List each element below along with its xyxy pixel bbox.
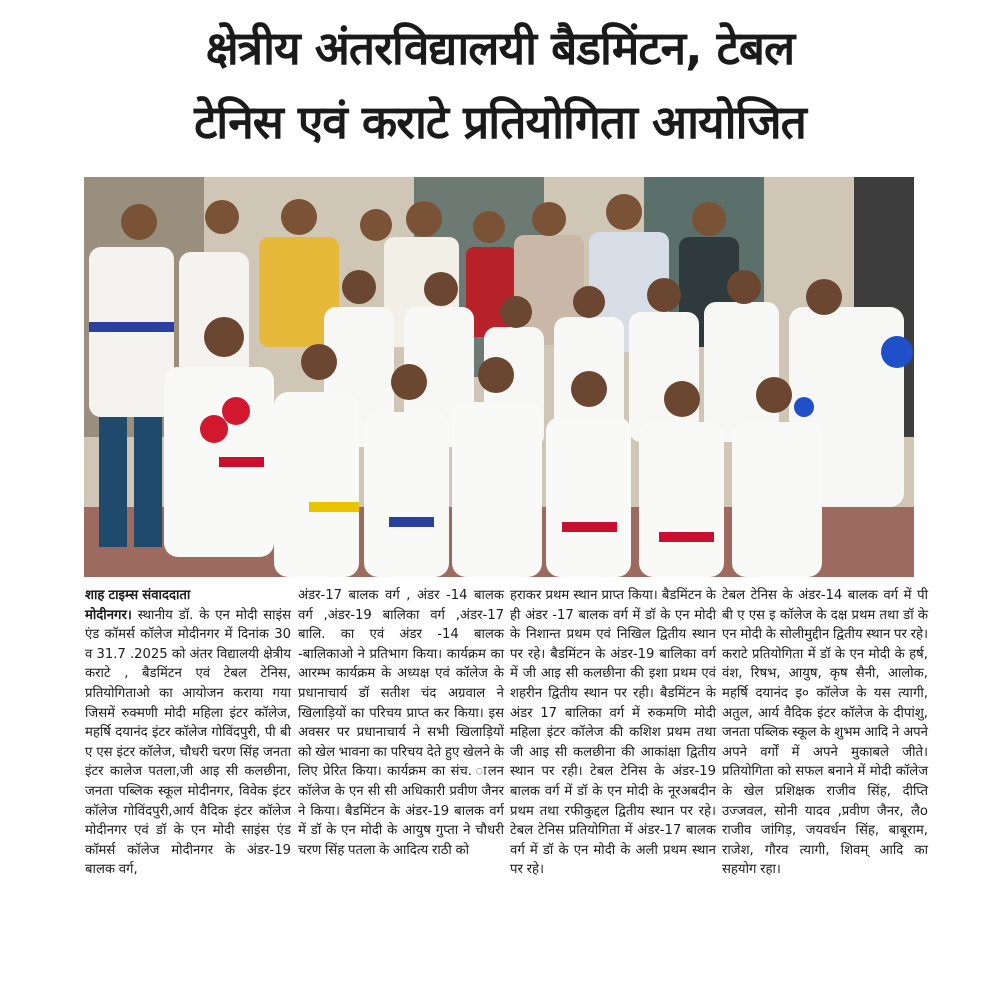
group-photo [84, 177, 914, 577]
headline-line-2: टेनिस एवं कराटे प्रतियोगिता आयोजित [194, 95, 806, 149]
column-1-text: स्थानीय डॉ. के एन मोदी साइंस एंड कॉमर्स कॉलेज मोदीनगर में दिनांक 30 व 31.7 .2025 को अंतर विद्यालयी क्षेत्रीय कराटे , बैडमिंटन एवं टेबल टेनिस, प्रतियोगिताओ का आयोजन कराया गया जिसमें रुक्मणी मोदी महिला इंटर कॉलेज, महर्षि दयानंद इंटर कॉलेज गोविंदपुरी, पी बी ए एस इंटर कॉलेज, चौधरी चरण सिंह जनता इंटर कालेज पतला,जी आइ सी कलछीना, जनता पब्लिक स्कूल मोदीनगर, विवेक इंटर कॉलेज गोविंदपुरी,आर्य वैदिक इंटर कॉलेज मोदीनगर एवं डॉ के एन मोदी साइंस एंड कॉमर्स कॉलेज मोदीनगर के अंडर-19 बालक वर्ग, [85, 607, 291, 878]
article-column-2: अंडर-17 बालक वर्ग , अंडर -14 बालक वर्ग ,अंडर-19 बालिका वर्ग ,अंडर-17 बालि. का एवं अंडर -14 बालक -बालिकाओ ने प्रतिभाग किया। कार्यक्रम का आरम्भ कार्यक्रम के अध्यक्ष एवं कॉलेज के प्रधानाचार्य डॉ सतीश चंद अग्रवाल ने खिलाड़ियों का परिचय प्राप्त कर किया। इस अवसर पर प्रधानाचार्य ने सभी खिलाड़ियों को खेल भावना का परिचय देते हुए खेलने के लिए प्रेरित किया। कार्यक्रम का संच. ालन कॉलेज के एन सी सी अधिकारी प्रवीण जैनर ने किया। बैडमिंटन के अंडर-19 बालक वर्ग में डॉ के एन मोदी के आयुष गुप्ता ने चौधरी चरण सिंह पतला के आदित्य राठी को [298, 588, 504, 858]
article-column-3: हराकर प्रथम स्थान प्राप्त किया। बैडमिंटन के ही अंडर -17 बालक वर्ग में डॉ के एन मोदी के निशान्त प्रथम एवं निखिल द्वितीय स्थान पर रहे। बैडमिंटन के अंडर-19 बालिका वर्ग में जी आइ सी कलछीना की इशा प्रथम एवं शहरीन द्वितीय स्थान पर रही। बैडमिंटन के अंडर 17 बालिका वर्ग में रुकमणि मोदी महिला इंटर कॉलेज की कशिश प्रथम तथा जी आइ सी कलछीना की आकांक्षा द्वितीय स्थान पर रही। टेबल टेनिस के अंडर-19 बालक वर्ग में डॉ के एन मोदी के नूरअबदीन प्रथम तथा रफीकुद्दल द्वितीय स्थान पर रहे।टेबल टेनिस प्रतियोगिता में अंडर-17 बालक वर्ग में डॉ के एन मोदी के अली प्रथम स्थान पर रहे। [510, 588, 716, 878]
dateline: मोदीनगर। [85, 607, 132, 623]
headline-line-1: क्षेत्रीय अंतरविद्यालयी बैडमिंटन, टेबल [205, 21, 795, 75]
article-column-4: टेबल टेनिस के अंडर-14 बालक वर्ग में पी बी ए एस इ कॉलेज के दक्ष प्रथम तथा डॉ के एन मोदी के सोलीमुद्दीन द्वितीय स्थान पर रहे। कराटे प्रतियोगिता में डॉ के एन मोदी के हर्ष, वंश, रिषभ, आयुष, कृष सैनी, आलोक, महर्षि दयानंद इ० कॉलेज के यस त्यागी, अतुल, आर्य वैदिक इंटर कॉलेज के दीपांशु, जनता पब्लिक स्कूल के शुभम आदि ने अपने अपने वर्गों में अपने मुकाबले जीते। प्रतियोगिता को सफल बनाने में मोदी कॉलेज के खेल प्रशिक्षक राजीव सिंह, दीप्ति उज्जवल, सोनी यादव ,प्रवीण जैनर, लैo राजीव जांगिड़, जयवर्धन सिंह, बाबूराम, राजेश, गौरव त्यागी, शिवम् आदि का सहयोग रहा। [722, 588, 928, 878]
byline: शाह टाइम्स संवाददाता [85, 588, 191, 603]
group-photo-icon [84, 177, 914, 577]
article-column-1 [85, 586, 291, 880]
